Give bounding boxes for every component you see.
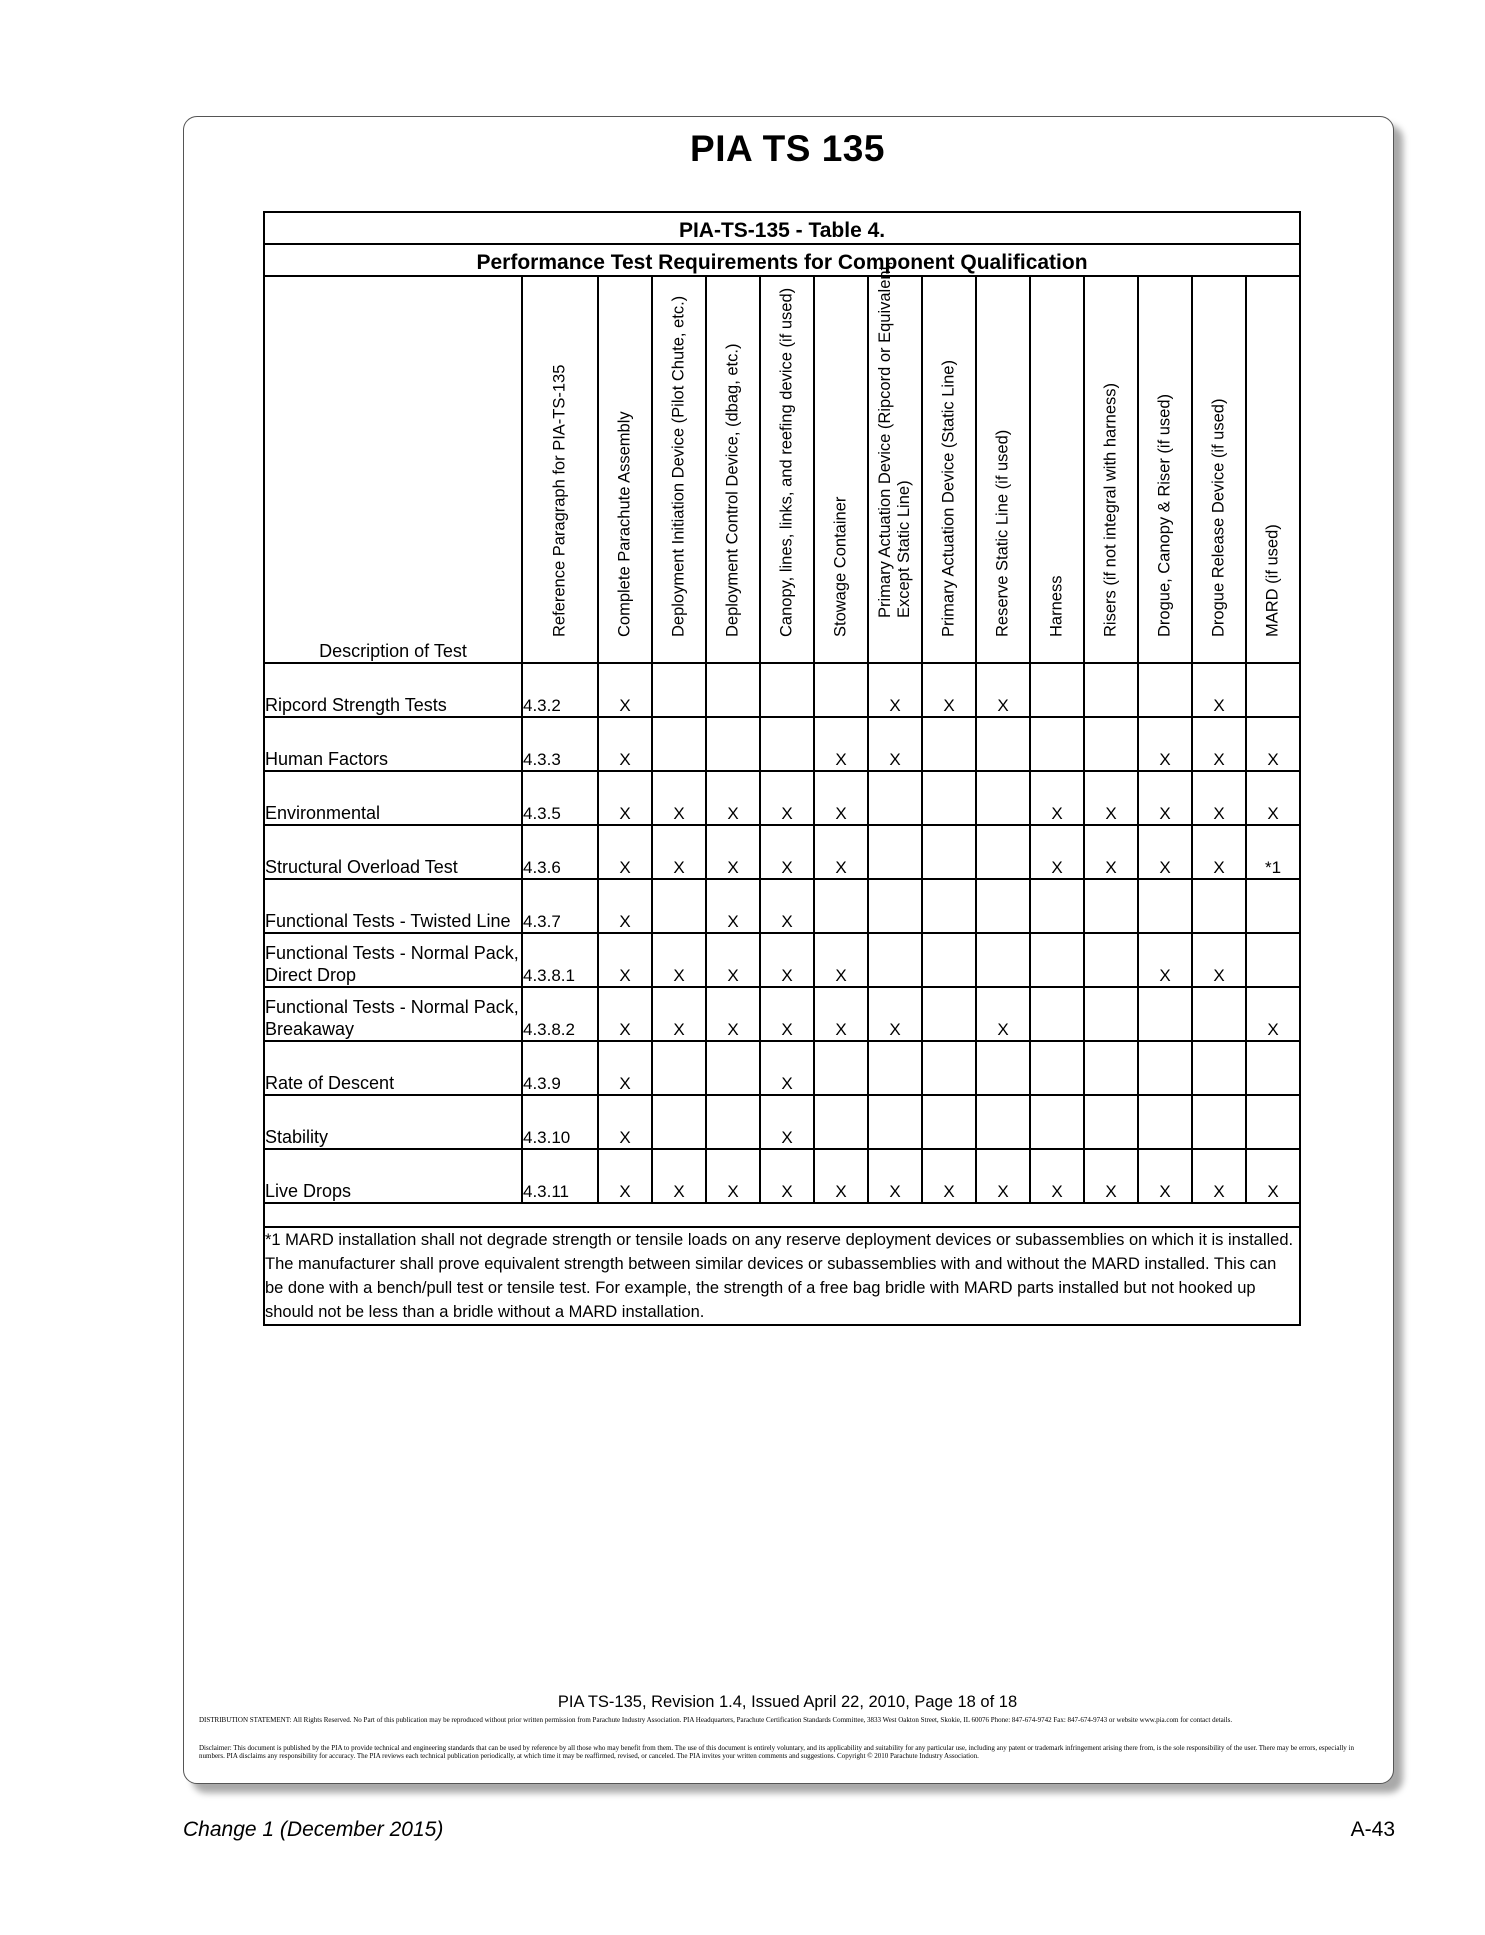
page-number: A-43 bbox=[1350, 1818, 1395, 1841]
requirement-mark: X bbox=[652, 987, 706, 1041]
column-header-label: Drogue, Canopy & Riser (if used) bbox=[1155, 393, 1174, 637]
requirement-mark: *1 bbox=[1246, 825, 1300, 879]
requirement-mark: X bbox=[976, 987, 1030, 1041]
column-header-label: Drogue Release Device (if used) bbox=[1209, 398, 1228, 637]
requirement-mark bbox=[652, 1041, 706, 1095]
column-header-label: Primary Actuation Device (Ripcord or Equivalent, Except Static Line) bbox=[876, 261, 913, 618]
table-row bbox=[264, 1095, 1300, 1149]
requirement-mark bbox=[1084, 879, 1138, 933]
requirement-mark bbox=[976, 717, 1030, 771]
requirement-mark: X bbox=[1138, 771, 1192, 825]
reference-paragraph: 4.3.9 bbox=[522, 1041, 598, 1095]
requirement-mark: X bbox=[760, 987, 814, 1041]
requirement-mark bbox=[1138, 879, 1192, 933]
test-description: Functional Tests - Twisted Line bbox=[264, 879, 522, 933]
requirement-mark bbox=[1246, 933, 1300, 987]
requirement-mark bbox=[922, 1041, 976, 1095]
column-header-label: Primary Actuation Device (Static Line) bbox=[939, 360, 958, 637]
requirement-mark: X bbox=[598, 771, 652, 825]
requirement-mark: X bbox=[976, 1149, 1030, 1203]
requirement-mark: X bbox=[598, 1149, 652, 1203]
requirement-mark: X bbox=[814, 717, 868, 771]
requirement-mark: X bbox=[598, 1041, 652, 1095]
requirement-mark: X bbox=[868, 663, 922, 717]
requirement-mark bbox=[1084, 987, 1138, 1041]
requirement-mark bbox=[1084, 933, 1138, 987]
requirement-mark bbox=[760, 663, 814, 717]
requirement-mark: X bbox=[868, 1149, 922, 1203]
table-row bbox=[264, 933, 1300, 987]
requirement-mark: X bbox=[598, 825, 652, 879]
requirement-mark bbox=[1192, 987, 1246, 1041]
test-description: Rate of Descent bbox=[264, 1041, 522, 1095]
requirement-mark bbox=[1192, 1095, 1246, 1149]
requirement-mark: X bbox=[760, 1095, 814, 1149]
change-notice: Change 1 (December 2015) bbox=[183, 1818, 444, 1841]
requirement-mark: X bbox=[598, 1095, 652, 1149]
footer-revision: PIA TS-135, Revision 1.4, Issued April 22, 2010, Page 18 of 18 bbox=[557, 1693, 1018, 1711]
column-header-label: Canopy, lines, links, and reefing device (if used) bbox=[777, 287, 796, 637]
requirement-mark bbox=[1138, 663, 1192, 717]
column-header bbox=[1138, 276, 1192, 663]
requirement-mark: X bbox=[706, 825, 760, 879]
requirement-mark bbox=[1030, 879, 1084, 933]
requirement-mark bbox=[868, 879, 922, 933]
test-description: Ripcord Strength Tests bbox=[264, 663, 522, 717]
reference-paragraph: 4.3.7 bbox=[522, 879, 598, 933]
test-description: Stability bbox=[264, 1095, 522, 1149]
test-description: Human Factors bbox=[264, 717, 522, 771]
column-header-label: Stowage Container bbox=[831, 496, 850, 637]
requirement-mark bbox=[1138, 987, 1192, 1041]
column-header-label: Reserve Static Line (if used) bbox=[993, 429, 1012, 637]
requirement-mark bbox=[1192, 1041, 1246, 1095]
column-header-label: MARD (if used) bbox=[1263, 524, 1282, 637]
requirement-mark bbox=[868, 933, 922, 987]
test-description: Functional Tests - Normal Pack, Direct Drop bbox=[264, 933, 522, 987]
requirement-mark bbox=[1084, 1041, 1138, 1095]
column-header-label: Risers (if not integral with harness) bbox=[1101, 382, 1120, 637]
requirement-mark bbox=[1030, 663, 1084, 717]
requirement-mark bbox=[1246, 663, 1300, 717]
requirement-mark bbox=[868, 825, 922, 879]
column-header bbox=[598, 276, 652, 663]
test-description: Environmental bbox=[264, 771, 522, 825]
table-subtitle: Performance Test Requirements for Component Qualification bbox=[264, 244, 1300, 276]
column-header bbox=[760, 276, 814, 663]
requirement-mark: X bbox=[1138, 933, 1192, 987]
requirement-mark: X bbox=[976, 663, 1030, 717]
requirement-mark: X bbox=[760, 933, 814, 987]
requirement-mark bbox=[1030, 1095, 1084, 1149]
reference-paragraph: 4.3.3 bbox=[522, 717, 598, 771]
requirement-mark: X bbox=[1192, 1149, 1246, 1203]
column-header bbox=[922, 276, 976, 663]
description-header: Description of Test bbox=[264, 276, 522, 663]
requirement-mark: X bbox=[1084, 825, 1138, 879]
requirement-mark bbox=[1246, 1095, 1300, 1149]
requirement-mark: X bbox=[1192, 663, 1246, 717]
requirement-mark bbox=[814, 663, 868, 717]
column-header bbox=[868, 261, 922, 663]
requirement-mark: X bbox=[922, 663, 976, 717]
table-spacer bbox=[264, 1203, 1300, 1227]
requirement-mark bbox=[1246, 1041, 1300, 1095]
requirement-mark: X bbox=[706, 933, 760, 987]
requirement-mark: X bbox=[706, 879, 760, 933]
requirement-mark bbox=[922, 825, 976, 879]
requirement-mark: X bbox=[1084, 771, 1138, 825]
requirement-mark: X bbox=[814, 933, 868, 987]
requirement-mark bbox=[976, 1041, 1030, 1095]
requirement-mark: X bbox=[814, 825, 868, 879]
requirement-mark bbox=[1084, 1095, 1138, 1149]
column-header bbox=[1246, 276, 1300, 663]
requirement-mark bbox=[814, 1095, 868, 1149]
requirement-mark bbox=[922, 717, 976, 771]
requirement-mark bbox=[1030, 987, 1084, 1041]
requirement-mark: X bbox=[1030, 771, 1084, 825]
requirement-mark: X bbox=[652, 771, 706, 825]
requirement-mark bbox=[1030, 1041, 1084, 1095]
table-row bbox=[264, 1149, 1300, 1203]
column-header bbox=[652, 276, 706, 663]
requirement-mark bbox=[868, 1041, 922, 1095]
column-header bbox=[1030, 276, 1084, 663]
distribution-statement: DISTRIBUTION STATEMENT: All Rights Reserved. No Part of this publication may be reproduced without prior written permission from Parachute Industry Association. PIA Headquarters, Parachute Certification Standards Committee, 3833 West Oakton Street, Skokie, IL 60076 Phone: 847-674-9742 Fax: 847-674-9743 or website www.pia.com for contact details. bbox=[199, 1716, 1233, 1724]
requirement-mark bbox=[922, 879, 976, 933]
column-header-label: Deployment Initiation Device (Pilot Chute, etc.) bbox=[669, 295, 688, 637]
requirement-mark bbox=[814, 879, 868, 933]
requirement-mark: X bbox=[598, 987, 652, 1041]
requirement-mark: X bbox=[760, 879, 814, 933]
requirement-mark: X bbox=[706, 1149, 760, 1203]
reference-paragraph: 4.3.11 bbox=[522, 1149, 598, 1203]
requirement-mark bbox=[760, 717, 814, 771]
requirement-mark: X bbox=[1192, 717, 1246, 771]
reference-paragraph: 4.3.5 bbox=[522, 771, 598, 825]
requirement-mark bbox=[652, 1095, 706, 1149]
requirement-mark: X bbox=[706, 987, 760, 1041]
test-description: Live Drops bbox=[264, 1149, 522, 1203]
requirement-mark: X bbox=[1192, 825, 1246, 879]
requirement-mark: X bbox=[868, 717, 922, 771]
requirement-mark bbox=[706, 663, 760, 717]
requirement-mark: X bbox=[598, 717, 652, 771]
requirement-mark: X bbox=[760, 771, 814, 825]
reference-paragraph: 4.3.2 bbox=[522, 663, 598, 717]
table-row bbox=[264, 879, 1300, 933]
column-header bbox=[522, 276, 598, 663]
requirement-mark bbox=[922, 933, 976, 987]
requirement-mark bbox=[1084, 717, 1138, 771]
requirement-mark: X bbox=[1246, 717, 1300, 771]
requirement-mark: X bbox=[1138, 825, 1192, 879]
requirement-mark bbox=[1246, 879, 1300, 933]
requirement-mark: X bbox=[1084, 1149, 1138, 1203]
requirement-mark bbox=[706, 1095, 760, 1149]
requirement-mark bbox=[1084, 663, 1138, 717]
requirement-mark: X bbox=[1138, 717, 1192, 771]
column-header bbox=[976, 276, 1030, 663]
test-description: Functional Tests - Normal Pack, Breakaway bbox=[264, 987, 522, 1041]
requirement-mark bbox=[868, 1095, 922, 1149]
requirement-mark bbox=[652, 663, 706, 717]
column-header bbox=[814, 276, 868, 663]
requirement-mark bbox=[922, 987, 976, 1041]
requirement-mark bbox=[1138, 1095, 1192, 1149]
column-header-label: Deployment Control Device, (dbag, etc.) bbox=[723, 343, 742, 637]
requirement-mark bbox=[1030, 933, 1084, 987]
requirement-mark: X bbox=[598, 933, 652, 987]
requirement-mark: X bbox=[1192, 771, 1246, 825]
column-header bbox=[1192, 276, 1246, 663]
requirement-mark: X bbox=[760, 825, 814, 879]
requirement-mark bbox=[706, 1041, 760, 1095]
column-header bbox=[706, 276, 760, 663]
requirement-mark: X bbox=[814, 1149, 868, 1203]
column-header-label: Reference Paragraph for PIA-TS-135 bbox=[550, 364, 569, 637]
requirement-mark bbox=[976, 1095, 1030, 1149]
requirement-mark: X bbox=[1138, 1149, 1192, 1203]
requirement-mark: X bbox=[760, 1041, 814, 1095]
requirement-mark: X bbox=[814, 987, 868, 1041]
requirement-mark: X bbox=[1246, 987, 1300, 1041]
column-header-label: Complete Parachute Assembly bbox=[615, 411, 634, 637]
table-title: PIA-TS-135 - Table 4. bbox=[264, 212, 1300, 244]
reference-paragraph: 4.3.10 bbox=[522, 1095, 598, 1149]
table-row bbox=[264, 771, 1300, 825]
requirement-mark: X bbox=[922, 1149, 976, 1203]
table-row bbox=[264, 663, 1300, 717]
requirement-mark: X bbox=[652, 825, 706, 879]
requirement-mark bbox=[922, 771, 976, 825]
requirement-mark: X bbox=[868, 987, 922, 1041]
reference-paragraph: 4.3.6 bbox=[522, 825, 598, 879]
requirement-mark bbox=[976, 879, 1030, 933]
reference-paragraph: 4.3.8.1 bbox=[522, 933, 598, 987]
requirement-mark: X bbox=[1246, 771, 1300, 825]
requirement-mark bbox=[868, 771, 922, 825]
requirement-mark bbox=[652, 717, 706, 771]
requirement-mark: X bbox=[598, 663, 652, 717]
table-row bbox=[264, 717, 1300, 771]
column-header-label: Harness bbox=[1047, 575, 1066, 637]
reference-paragraph: 4.3.8.2 bbox=[522, 987, 598, 1041]
requirement-mark bbox=[1192, 879, 1246, 933]
table-row bbox=[264, 825, 1300, 879]
requirement-mark bbox=[976, 933, 1030, 987]
requirement-mark bbox=[976, 825, 1030, 879]
requirement-mark: X bbox=[706, 771, 760, 825]
requirement-mark: X bbox=[1030, 825, 1084, 879]
requirement-mark bbox=[814, 1041, 868, 1095]
document-title: PIA TS 135 bbox=[690, 128, 885, 169]
requirement-mark: X bbox=[1246, 1149, 1300, 1203]
test-description: Structural Overload Test bbox=[264, 825, 522, 879]
requirement-mark bbox=[922, 1095, 976, 1149]
requirement-mark: X bbox=[1030, 1149, 1084, 1203]
requirement-mark: X bbox=[814, 771, 868, 825]
performance-test-table bbox=[263, 211, 1301, 1326]
disclaimer: Disclaimer: This document is published by the PIA to provide technical and engineering standards that can be used by reference by all those who may benefit from them. The use of this document is entirely voluntary, and its applicability and suitability for any particular use, including any patent or trademark infringement arising there from, is the sole responsibility of the user. There may be errors, especially in numbers. PIA disclaims any responsibility for accuracy. The PIA reviews each technical publication periodically, at which time it may be reaffirmed, revised, or canceled. The PIA invites your written comments and suggestions. Copyright © 2010 Parachute Industry Association. bbox=[199, 1744, 1355, 1760]
requirement-mark: X bbox=[598, 879, 652, 933]
requirement-mark: X bbox=[652, 1149, 706, 1203]
requirement-mark bbox=[976, 771, 1030, 825]
table-footnote: *1 MARD installation shall not degrade strength or tensile loads on any reserve deployment devices or subassemblies on which it is installed. The manufacturer shall prove equivalent strength between similar devices or subassemblies with and without the MARD installed. This can be done with a bench/pull test or tensile test. For example, the strength of a free bag bridle with MARD parts installed but not hooked up should not be less than a bridle without a MARD installation. bbox=[264, 1227, 1300, 1325]
requirement-mark: X bbox=[1192, 933, 1246, 987]
requirement-mark bbox=[706, 717, 760, 771]
requirement-mark: X bbox=[652, 933, 706, 987]
requirement-mark bbox=[652, 879, 706, 933]
table-row bbox=[264, 987, 1300, 1041]
requirement-mark bbox=[1030, 717, 1084, 771]
column-header bbox=[1084, 276, 1138, 663]
table-row bbox=[264, 1041, 1300, 1095]
requirement-mark: X bbox=[760, 1149, 814, 1203]
requirement-mark bbox=[1138, 1041, 1192, 1095]
